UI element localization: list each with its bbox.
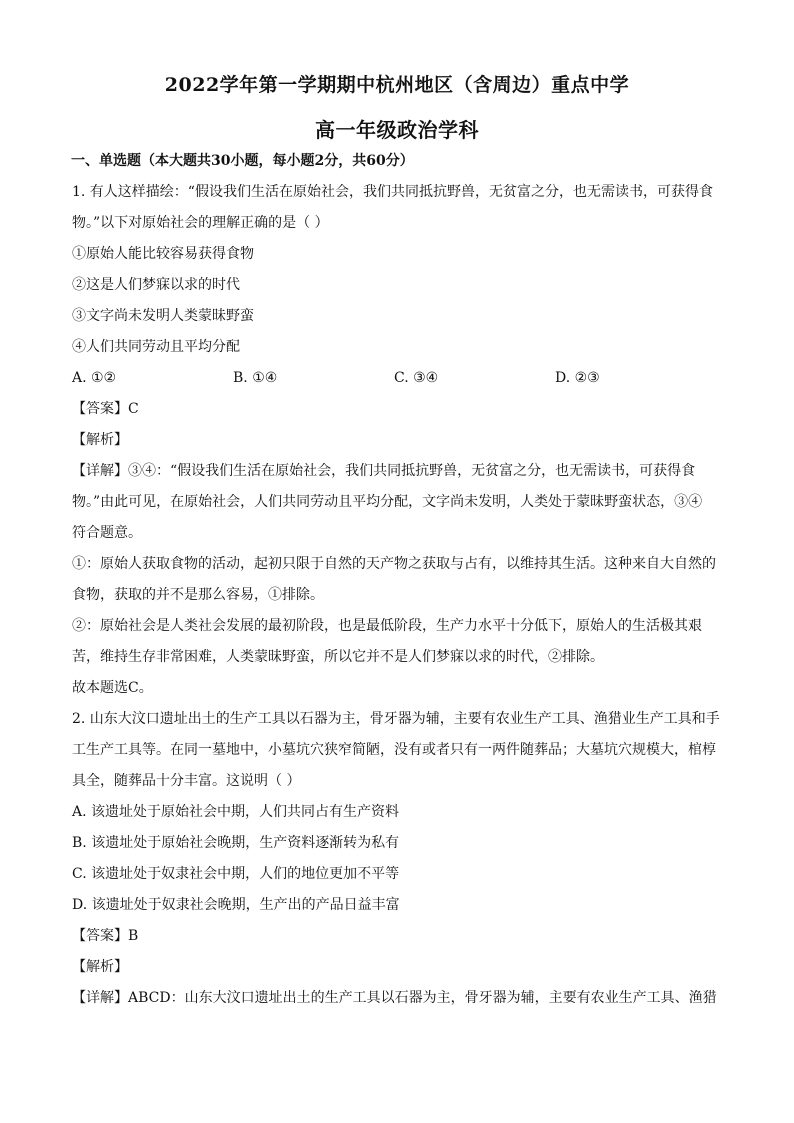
q1-explanation-line: ①：原始人获取食物的活动，起初只限于自然的天产物之获取与占有，以维持其生活。这种来自大自然的 [72, 556, 716, 572]
q1-explanation-line: ②：原始社会是人类社会发展的最初阶段，也是最低阶段，生产力水平十分低下，原始人的生活极其艰 [72, 618, 702, 634]
detail-label: 【详解】 [72, 990, 128, 1006]
q2-option-b: B. 该遗址处于原始社会晚期，生产资料逐渐转为私有 [72, 835, 400, 851]
answer-value: C [128, 401, 139, 417]
section-heading: 一、单选题（本大题共30小题，每小题2分，共60分） [71, 153, 414, 169]
q1-item: ②这是人们梦寐以求的时代 [72, 277, 240, 293]
q1-option-d: D. ②③ [555, 370, 600, 386]
q1-stem-line: 1. 有人这样描绘：“假设我们生活在原始社会，我们共同抵抗野兽，无贫富之分，也无需读书，可获得食 [72, 184, 713, 200]
q1-analysis-label: 【解析】 [72, 432, 128, 448]
document-title: 2022学年第一学期期中杭州地区（含周边）重点中学 [164, 74, 630, 96]
q2-stem-line: 具全，随葬品十分丰富。这说明（ ） [72, 773, 301, 789]
q1-options [72, 363, 722, 394]
q1-item: ④人们共同劳动且平均分配 [72, 339, 240, 355]
q1-item: ③文字尚未发明人类蒙昧野蛮 [72, 308, 254, 324]
detail-text: ABCD：山东大汶口遗址出土的生产工具以石器为主，骨牙器为辅，主要有农业生产工具、渔猎 [128, 990, 717, 1006]
q1-option-c: C. ③④ [394, 370, 439, 386]
q2-option-c: C. 该遗址处于奴隶社会中期，人们的地位更加不平等 [72, 866, 400, 882]
q1-detail-line [72, 456, 722, 487]
q2-detail-line [72, 983, 722, 1014]
detail-text: ③④：“假设我们生活在原始社会，我们共同抵抗野兽，无贫富之分，也无需读书，可获得食 [128, 463, 696, 479]
q2-option-d: D. 该遗址处于奴隶社会晚期，生产出的产品日益丰富 [72, 897, 400, 913]
q1-option-a: A. ①② [72, 370, 117, 386]
detail-label: 【详解】 [72, 463, 128, 479]
q1-stem-line: 物。”以下对原始社会的理解正确的是（ ） [72, 215, 329, 231]
q2-option-a: A. 该遗址处于原始社会中期，人们共同占有生产资料 [72, 804, 400, 820]
q2-stem-line: 2. 山东大汶口遗址出土的生产工具以石器为主，骨牙器为辅，主要有农业生产工具、渔猎业生产工具和手 [72, 711, 720, 727]
q1-detail-line: 物。”由此可见，在原始社会，人们共同劳动且平均分配，文字尚未发明，人类处于蒙昧野蛮状态，③④ [72, 494, 703, 510]
q1-explanation-line: 苦，维持生存非常困难，人类蒙昧野蛮，所以它并不是人们梦寐以求的时代，②排除。 [72, 649, 604, 665]
q2-stem-line: 工生产工具等。在同一墓地中，小墓坑穴狭窄简陋，没有或者只有一两件随葬品；大墓坑穴规模大，棺椁 [72, 742, 716, 758]
answer-label: 【答案】 [72, 928, 128, 944]
q2-answer [72, 921, 722, 952]
question-content [72, 177, 722, 1014]
q1-item: ①原始人能比较容易获得食物 [72, 246, 254, 262]
q1-option-b: B. ①④ [233, 370, 278, 386]
q1-answer [72, 394, 722, 425]
q1-explanation-line: 食物，获取的并不是那么容易，①排除。 [72, 587, 324, 603]
answer-value: B [128, 928, 139, 944]
q2-analysis-label: 【解析】 [72, 959, 128, 975]
document-subtitle: 高一年级政治学科 [315, 118, 479, 142]
answer-label: 【答案】 [72, 401, 128, 417]
q1-detail-line: 符合题意。 [72, 525, 142, 541]
q1-conclusion: 故本题选C。 [72, 680, 153, 696]
